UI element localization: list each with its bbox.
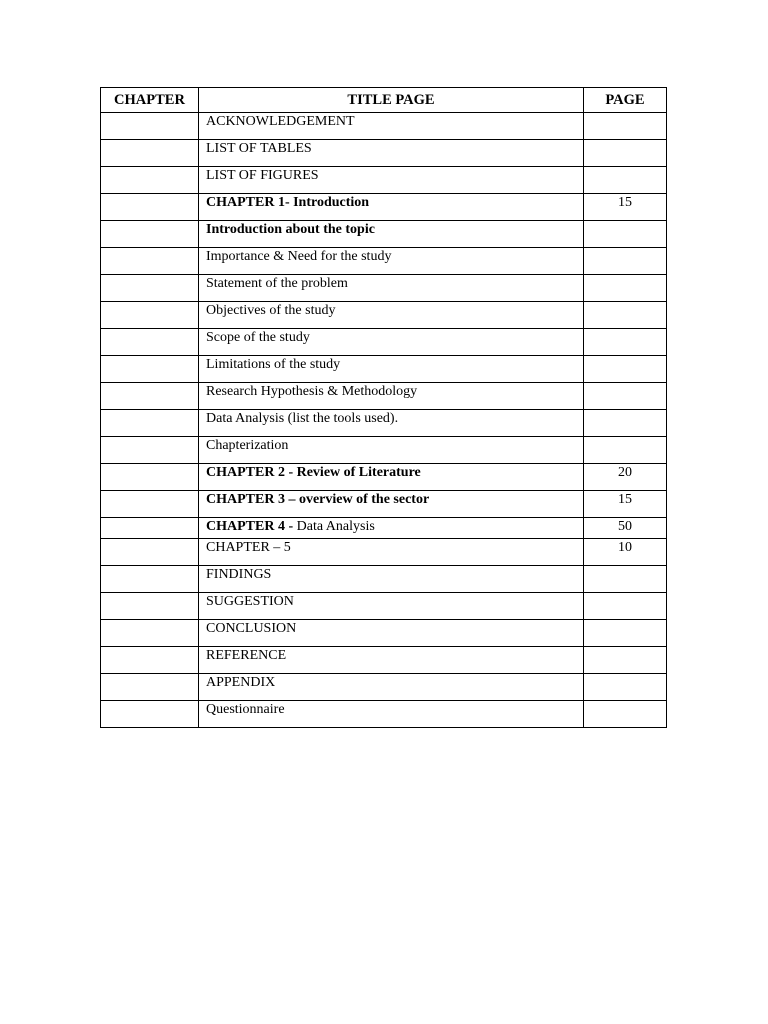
title-text: LIST OF TABLES	[206, 141, 312, 156]
table-body	[101, 113, 667, 728]
table-row	[101, 167, 667, 194]
title-text: Data Analysis	[296, 519, 375, 534]
title-cell	[199, 410, 584, 437]
chapter-cell	[101, 593, 199, 620]
page-number-cell	[584, 167, 667, 194]
title-bold-text: CHAPTER 3 – overview of the sector	[206, 492, 430, 507]
table-row	[101, 593, 667, 620]
table-row	[101, 620, 667, 647]
title-text: Limitations of the study	[206, 357, 341, 372]
header-page: PAGE	[584, 88, 667, 113]
title-cell	[199, 620, 584, 647]
chapter-cell	[101, 674, 199, 701]
page-number-cell: 15	[584, 491, 667, 518]
title-text: Data Analysis (list the tools used).	[206, 411, 399, 426]
page-number-cell: 20	[584, 464, 667, 491]
title-cell	[199, 383, 584, 410]
header-title-page: TITLE PAGE	[199, 88, 584, 113]
title-text: Objectives of the study	[206, 303, 336, 318]
table-row	[101, 248, 667, 275]
title-cell	[199, 275, 584, 302]
table-row	[101, 410, 667, 437]
page-number-cell	[584, 647, 667, 674]
title-text: ACKNOWLEDGEMENT	[206, 114, 355, 129]
page-number-cell	[584, 140, 667, 167]
table-row	[101, 221, 667, 248]
page-number-cell	[584, 329, 667, 356]
title-cell	[199, 221, 584, 248]
chapter-cell	[101, 140, 199, 167]
chapter-cell	[101, 491, 199, 518]
page-number-cell	[584, 248, 667, 275]
title-cell	[199, 518, 584, 539]
table-header-row	[101, 88, 667, 113]
title-cell	[199, 329, 584, 356]
chapter-cell	[101, 221, 199, 248]
title-bold-text: CHAPTER 1- Introduction	[206, 195, 370, 210]
page-number-cell	[584, 113, 667, 140]
title-text: CHAPTER – 5	[206, 540, 291, 555]
title-cell	[199, 356, 584, 383]
table-row	[101, 491, 667, 518]
page-number-cell: 10	[584, 539, 667, 566]
page-number-cell: 50	[584, 518, 667, 539]
table-row	[101, 674, 667, 701]
table-row	[101, 140, 667, 167]
title-cell	[199, 167, 584, 194]
page-number-cell	[584, 437, 667, 464]
page-number-cell	[584, 620, 667, 647]
title-cell	[199, 194, 584, 221]
chapter-cell	[101, 620, 199, 647]
title-cell	[199, 140, 584, 167]
page-number-cell	[584, 275, 667, 302]
title-cell	[199, 113, 584, 140]
table-row	[101, 701, 667, 728]
title-text: SUGGESTION	[206, 594, 294, 609]
title-cell	[199, 302, 584, 329]
page-number-cell	[584, 566, 667, 593]
title-cell	[199, 566, 584, 593]
page-number-cell	[584, 356, 667, 383]
table-row	[101, 113, 667, 140]
chapter-cell	[101, 410, 199, 437]
page-number-cell	[584, 701, 667, 728]
chapter-cell	[101, 194, 199, 221]
page-number-cell	[584, 302, 667, 329]
title-cell	[199, 464, 584, 491]
chapter-cell	[101, 437, 199, 464]
table-row	[101, 566, 667, 593]
title-cell	[199, 491, 584, 518]
title-cell	[199, 674, 584, 701]
chapter-cell	[101, 464, 199, 491]
chapter-cell	[101, 383, 199, 410]
table-row	[101, 302, 667, 329]
title-cell	[199, 248, 584, 275]
title-text: Chapterization	[206, 438, 289, 453]
title-cell	[199, 701, 584, 728]
table-row	[101, 539, 667, 566]
title-text: REFERENCE	[206, 648, 287, 663]
table-row	[101, 647, 667, 674]
title-text: Scope of the study	[206, 330, 310, 345]
page-number-cell	[584, 383, 667, 410]
chapter-cell	[101, 539, 199, 566]
title-bold-text: CHAPTER 2 - Review of Literature	[206, 465, 421, 480]
title-text: LIST OF FIGURES	[206, 168, 319, 183]
title-text: Questionnaire	[206, 702, 285, 717]
table-row	[101, 329, 667, 356]
table-row	[101, 275, 667, 302]
chapter-cell	[101, 647, 199, 674]
table-of-contents	[100, 87, 667, 728]
title-bold-text: CHAPTER 4 -	[206, 519, 297, 534]
page-number-cell	[584, 593, 667, 620]
chapter-cell	[101, 275, 199, 302]
table-row	[101, 356, 667, 383]
title-text: Research Hypothesis & Methodology	[206, 384, 418, 399]
chapter-cell	[101, 566, 199, 593]
chapter-cell	[101, 248, 199, 275]
title-cell	[199, 437, 584, 464]
chapter-cell	[101, 113, 199, 140]
title-text: APPENDIX	[206, 675, 276, 690]
title-text: Importance & Need for the study	[206, 249, 392, 264]
header-chapter: CHAPTER	[101, 88, 199, 113]
page-number-cell: 15	[584, 194, 667, 221]
table-row	[101, 518, 667, 539]
chapter-cell	[101, 167, 199, 194]
title-text: FINDINGS	[206, 567, 272, 582]
table-row	[101, 464, 667, 491]
title-cell	[199, 593, 584, 620]
chapter-cell	[101, 329, 199, 356]
page-number-cell	[584, 674, 667, 701]
chapter-cell	[101, 302, 199, 329]
table-row	[101, 383, 667, 410]
table-row	[101, 194, 667, 221]
title-bold-text: Introduction about the topic	[206, 222, 375, 237]
title-cell	[199, 647, 584, 674]
chapter-cell	[101, 356, 199, 383]
title-cell	[199, 539, 584, 566]
page-number-cell	[584, 221, 667, 248]
page-number-cell	[584, 410, 667, 437]
title-text: Statement of the problem	[206, 276, 348, 291]
title-text: CONCLUSION	[206, 621, 297, 636]
chapter-cell	[101, 701, 199, 728]
table-row	[101, 437, 667, 464]
chapter-cell	[101, 518, 199, 539]
